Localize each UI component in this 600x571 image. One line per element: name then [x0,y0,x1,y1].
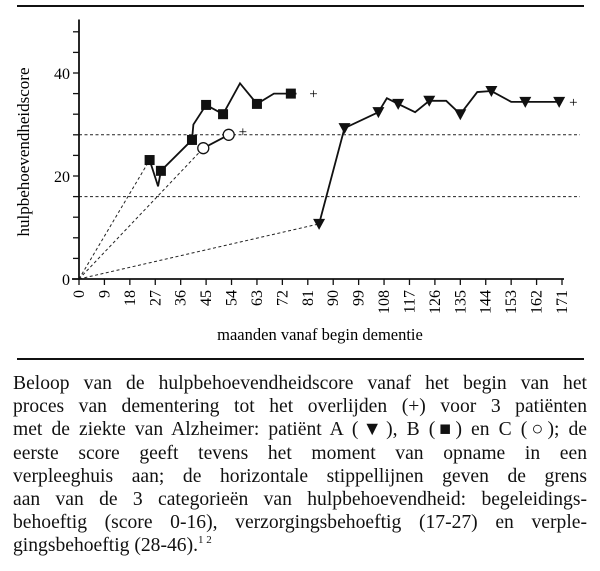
x-tick-label: 81 [299,290,317,306]
admission-line [79,160,150,279]
y-tick-label: 0 [62,272,70,289]
square-marker [156,166,166,176]
x-tick-label: 162 [528,290,546,314]
series-patiënt-a [313,86,577,230]
death-plus-marker: + [238,124,248,141]
circle-marker [198,143,209,154]
x-tick-label: 27 [147,290,165,306]
x-tick-label: 0 [71,290,88,298]
series-group [145,83,578,230]
square-marker [252,99,262,109]
axes [54,20,571,315]
triangle-down-marker [454,109,466,120]
x-tick-label: 72 [274,290,292,306]
x-tick-label: 144 [477,290,495,314]
caption-line: eerste score geeft tevens het moment van opname in een [13,442,587,464]
caption-line: met de ziekte van Alzheimer: patiënt A (▼), B (■) en C (○); de [13,419,587,441]
x-tick-label: 99 [350,290,368,306]
square-marker [286,89,296,99]
x-tick-label: 171 [554,290,571,314]
circle-marker [223,129,234,140]
x-tick-label: 153 [503,290,521,314]
x-tick-label: 9 [96,290,114,298]
caption-line: Beloop van de hulpbehoevendheidscore vanaf het begin van het [13,373,587,394]
series-patiënt-c [198,125,247,154]
x-tick-label: 54 [223,290,241,306]
x-tick-label: 36 [172,290,190,306]
footnote-ref: 1 2 [198,534,212,547]
caption-line: gingsbehoeftig (28-46).$^{1 2}$ [13,534,212,557]
figure-caption [13,372,587,558]
death-plus-marker: + [569,94,578,111]
x-tick-label: 45 [198,290,216,306]
caption-line: behoeftig (score 0-16), verzorgingsbehoeftig (17-27) en verple- [13,512,587,534]
square-marker [145,155,155,165]
square-marker [201,100,211,110]
death-plus-marker: + [309,86,318,103]
x-axis-label: maanden vanaf begin dementie [217,325,423,344]
bottom-rule [17,358,584,360]
caption-line: verpleeghuis aan; de horizontale stippellijnen geven de grens [13,465,587,487]
y-tick-label: 40 [54,66,70,83]
square-marker [187,135,197,145]
admission-dashed-lines [79,148,319,279]
admission-line [79,224,319,279]
square-marker [218,109,228,119]
caption-line: aan van de 3 categorieën van hulpbehoevendheid: begeleidings- [13,489,587,511]
admission-line [79,148,203,279]
triangle-down-marker [339,123,351,134]
triangle-down-marker [372,107,384,118]
series-line [319,91,559,224]
caption-line: proces van dementering tot het overlijden (+) voor 3 patiënten [13,396,587,418]
caption-text [13,372,587,558]
x-tick-label: 126 [426,290,444,314]
y-axis-label: hulpbehoevendheidscore [14,67,33,237]
triangle-down-marker [392,99,404,110]
y-tick-label: 20 [54,169,70,186]
x-tick-label: 108 [376,290,394,314]
x-tick-label: 90 [325,290,343,306]
x-tick-label: 135 [452,290,470,314]
x-tick-label: 18 [121,290,139,306]
x-tick-label: 117 [401,290,419,314]
x-tick-label: 63 [248,290,266,306]
